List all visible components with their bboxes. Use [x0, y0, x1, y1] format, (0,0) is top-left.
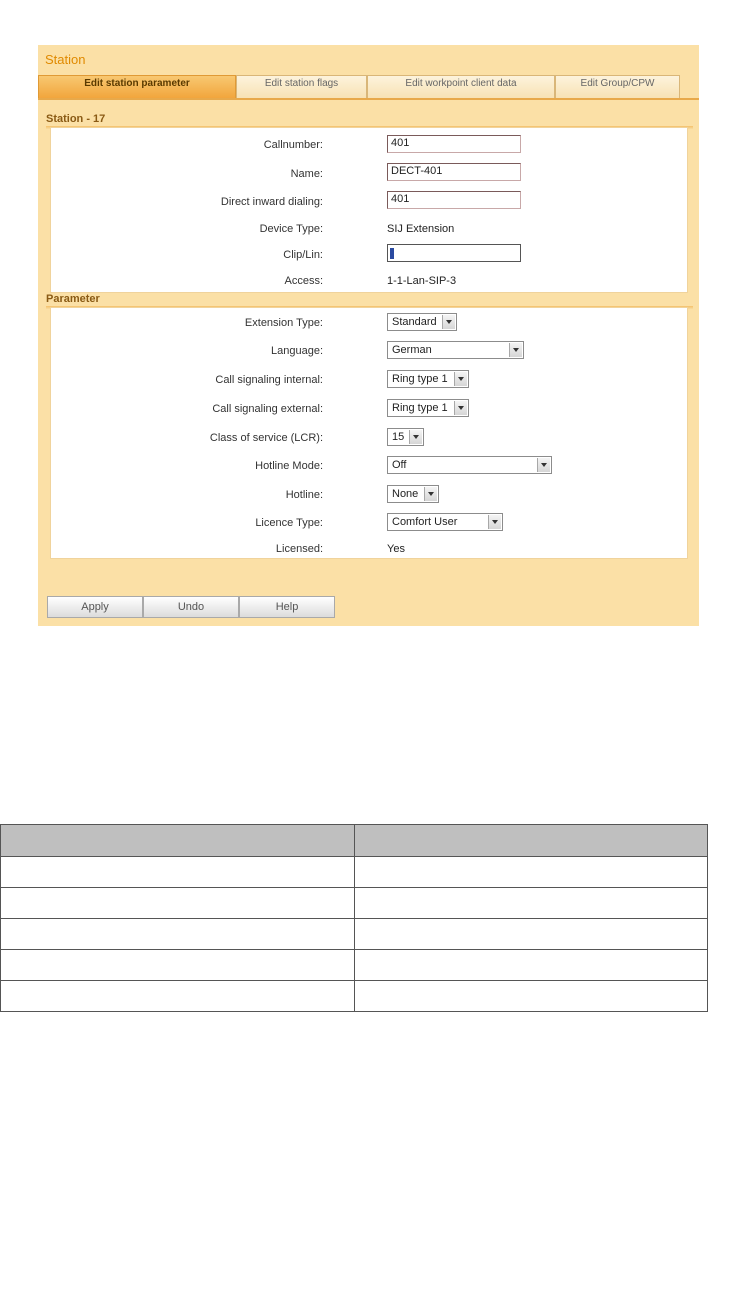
access-label: Access:: [284, 275, 323, 287]
language-value: German: [392, 344, 432, 356]
chevron-down-icon: [409, 430, 422, 444]
did-input[interactable]: 401: [387, 191, 521, 209]
call-signaling-external-value: Ring type 1: [392, 402, 448, 414]
clip-lin-label: Clip/Lin:: [283, 249, 323, 261]
table-header-cell: [1, 825, 355, 857]
chevron-down-icon: [454, 372, 467, 386]
tab-edit-group-cpw[interactable]: Edit Group/CPW: [555, 75, 680, 99]
language-select[interactable]: [387, 341, 524, 359]
device-type-label: Device Type:: [259, 223, 323, 235]
name-label: Name:: [290, 168, 323, 180]
table-cell: [1, 857, 355, 888]
table-row: [1, 981, 708, 1012]
class-of-service-select[interactable]: [387, 428, 424, 446]
empty-table: [0, 824, 708, 1012]
button-bar: [38, 592, 699, 626]
hotline-mode-value: Off: [392, 459, 407, 471]
hotline-select[interactable]: [387, 485, 439, 503]
callnumber-label: Callnumber:: [263, 139, 323, 151]
hotline-label: Hotline:: [285, 489, 323, 501]
chevron-down-icon: [488, 515, 501, 529]
hotline-mode-select[interactable]: [387, 456, 552, 474]
call-signaling-external-label: Call signaling external:: [212, 403, 323, 415]
call-signaling-internal-value: Ring type 1: [392, 373, 448, 385]
table-row: [1, 857, 708, 888]
call-signaling-internal-select[interactable]: [387, 370, 469, 388]
did-label: Direct inward dialing:: [220, 196, 323, 208]
device-type-value: SIJ Extension: [387, 223, 455, 235]
table-cell: [1, 888, 355, 919]
extension-type-value: Standard: [392, 316, 437, 328]
tab-edit-station-flags[interactable]: Edit station flags: [236, 75, 367, 99]
apply-button[interactable]: Apply: [47, 596, 143, 618]
licence-type-label: Licence Type:: [255, 517, 323, 529]
table-cell: [1, 950, 355, 981]
licence-type-value: Comfort User: [392, 516, 458, 528]
table-row: [1, 919, 708, 950]
chevron-down-icon: [454, 401, 467, 415]
licensed-label: Licensed:: [275, 543, 323, 555]
callnumber-input[interactable]: 401: [387, 135, 521, 153]
language-label: Language:: [271, 345, 323, 357]
tab-edit-workpoint-client-data[interactable]: Edit workpoint client data: [367, 75, 555, 99]
extension-type-label: Extension Type:: [244, 317, 323, 329]
chevron-down-icon: [442, 315, 455, 329]
parameter-section: [50, 307, 688, 559]
name-input[interactable]: DECT-401: [387, 163, 521, 181]
licensed-value: Yes: [387, 543, 405, 555]
hotline-value: None: [392, 488, 419, 500]
table-row: [1, 888, 708, 919]
text-caret: [390, 248, 394, 259]
station-section-title: Station - 17: [46, 113, 693, 125]
table-cell: [1, 981, 355, 1012]
chevron-down-icon: [537, 458, 550, 472]
class-of-service-label: Class of service (LCR):: [209, 432, 323, 444]
table-cell: [1, 919, 355, 950]
help-button[interactable]: Help: [239, 596, 335, 618]
tab-edit-station-parameter[interactable]: Edit station parameter: [38, 75, 236, 99]
table-header-row: [1, 825, 708, 857]
table-cell: [355, 950, 708, 981]
call-signaling-internal-label: Call signaling internal:: [215, 374, 323, 386]
table-cell: [355, 919, 708, 950]
station-panel: [38, 45, 699, 626]
class-of-service-value: 15: [392, 431, 405, 443]
table-row: [1, 950, 708, 981]
tab-underline: [38, 98, 699, 100]
panel-title: Station: [45, 52, 86, 67]
undo-button[interactable]: Undo: [143, 596, 239, 618]
parameter-section-title: Parameter: [46, 293, 693, 305]
tab-bar: [38, 75, 699, 99]
table-cell: [355, 857, 708, 888]
station-section: [50, 127, 688, 293]
extension-type-select[interactable]: [387, 313, 457, 331]
chevron-down-icon: [509, 343, 522, 357]
table-cell: [355, 981, 708, 1012]
licence-type-select[interactable]: [387, 513, 503, 531]
hotline-mode-label: Hotline Mode:: [255, 460, 323, 472]
chevron-down-icon: [424, 487, 437, 501]
clip-lin-input[interactable]: [387, 244, 521, 262]
table-cell: [355, 888, 708, 919]
call-signaling-external-select[interactable]: [387, 399, 469, 417]
access-value: 1-1-Lan-SIP-3: [387, 275, 457, 287]
table-header-cell: [355, 825, 708, 857]
